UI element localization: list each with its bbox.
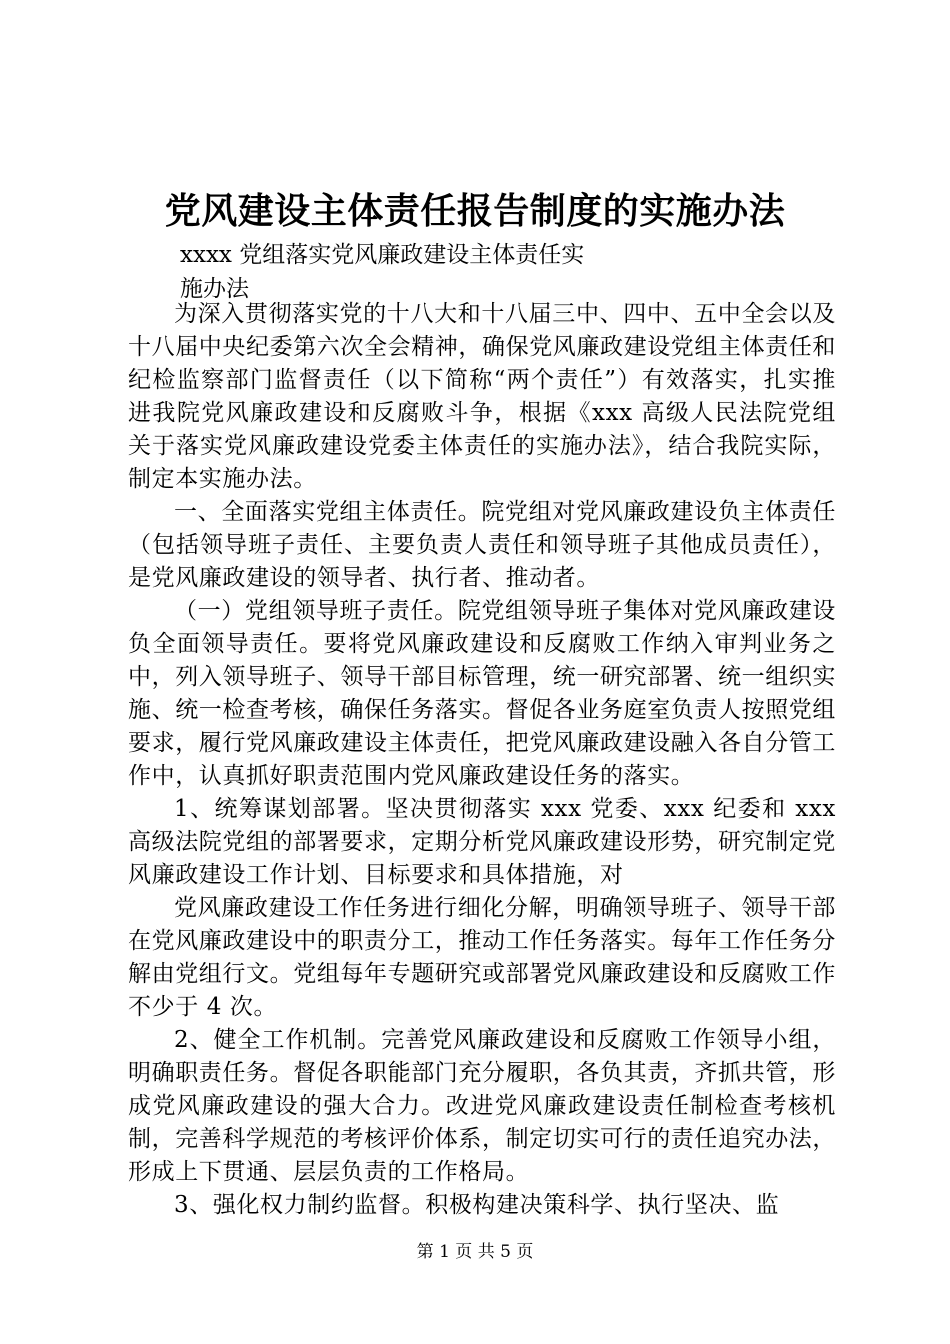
- subtitle-line-1: xxxx 党组落实党风廉政建设主体责任实: [180, 242, 585, 268]
- paragraph-item-2: 2、健全工作机制。完善党风廉政建设和反腐败工作领导小组，明确职责任务。督促各职能部门充分履职，各负其责，齐抓共管，形成党风廉政建设的强大合力。改进党风廉政建设责任制检查考核机制，完善科学规范的考核评价体系，制定切实可行的责任追究办法，形成上下贯通、层层负责的工作格局。: [128, 1027, 836, 1185]
- page-footer: 第 1 页 共 5 页: [416, 1242, 534, 1262]
- document-body: [128, 298, 836, 1222]
- paragraph-section-1: 一、全面落实党组主体责任。院党组对党风廉政建设负主体责任（包括领导班子责任、主要负责人责任和领导班子其他成员责任），是党风廉政建设的领导者、执行者、推动者。: [128, 499, 836, 591]
- paragraph-subsection-1: （一）党组领导班子责任。院党组领导班子集体对党风廉政建设负全面领导责任。要将党风廉政建设和反腐败工作纳入审判业务之中，列入领导班子、领导干部目标管理，统一研究部署、统一组织实施、统一检查考核，确保任务落实。督促各业务庭室负责人按照党组要求，履行党风廉政建设主体责任，把党风廉政建设融入各自分管工作中，认真抓好职责范围内党风廉政建设任务的落实。: [128, 598, 836, 789]
- document-subtitle: [180, 238, 740, 306]
- document-title: 党风建设主体责任报告制度的实施办法: [164, 190, 786, 232]
- paragraph-item-1: 1、统筹谋划部署。坚决贯彻落实 xxx 党委、xxx 纪委和 xxx 高级法院党组的部署要求，定期分析党风廉政建设形势，研究制定党风廉政建设工作计划、目标要求和具体措施，对: [128, 796, 836, 888]
- paragraph-intro: 为深入贯彻落实党的十八大和十八届三中、四中、五中全会以及十八届中央纪委第六次全会精神，确保党风廉政建设党组主体责任和纪检监察部门监督责任（以下简称“两个责任”）有效落实，扎实推进我院党风廉政建设和反腐败斗争，根据《xxx 高级人民法院党组关于落实党风廉政建设党委主体责任的实施办法》，结合我院实际，制定本实施办法。: [128, 301, 836, 492]
- paragraph-item-1-continued: 党风廉政建设工作任务进行细化分解，明确领导班子、领导干部在党风廉政建设中的职责分工，推动工作任务落实。每年工作任务分解由党组行文。党组每年专题研究或部署党风廉政建设和反腐败工作不少于 4 次。: [128, 895, 836, 1020]
- subtitle-line-2: 施办法: [180, 276, 249, 302]
- paragraph-item-3: 3、强化权力制约监督。积极构建决策科学、执行坚决、监: [174, 1192, 780, 1218]
